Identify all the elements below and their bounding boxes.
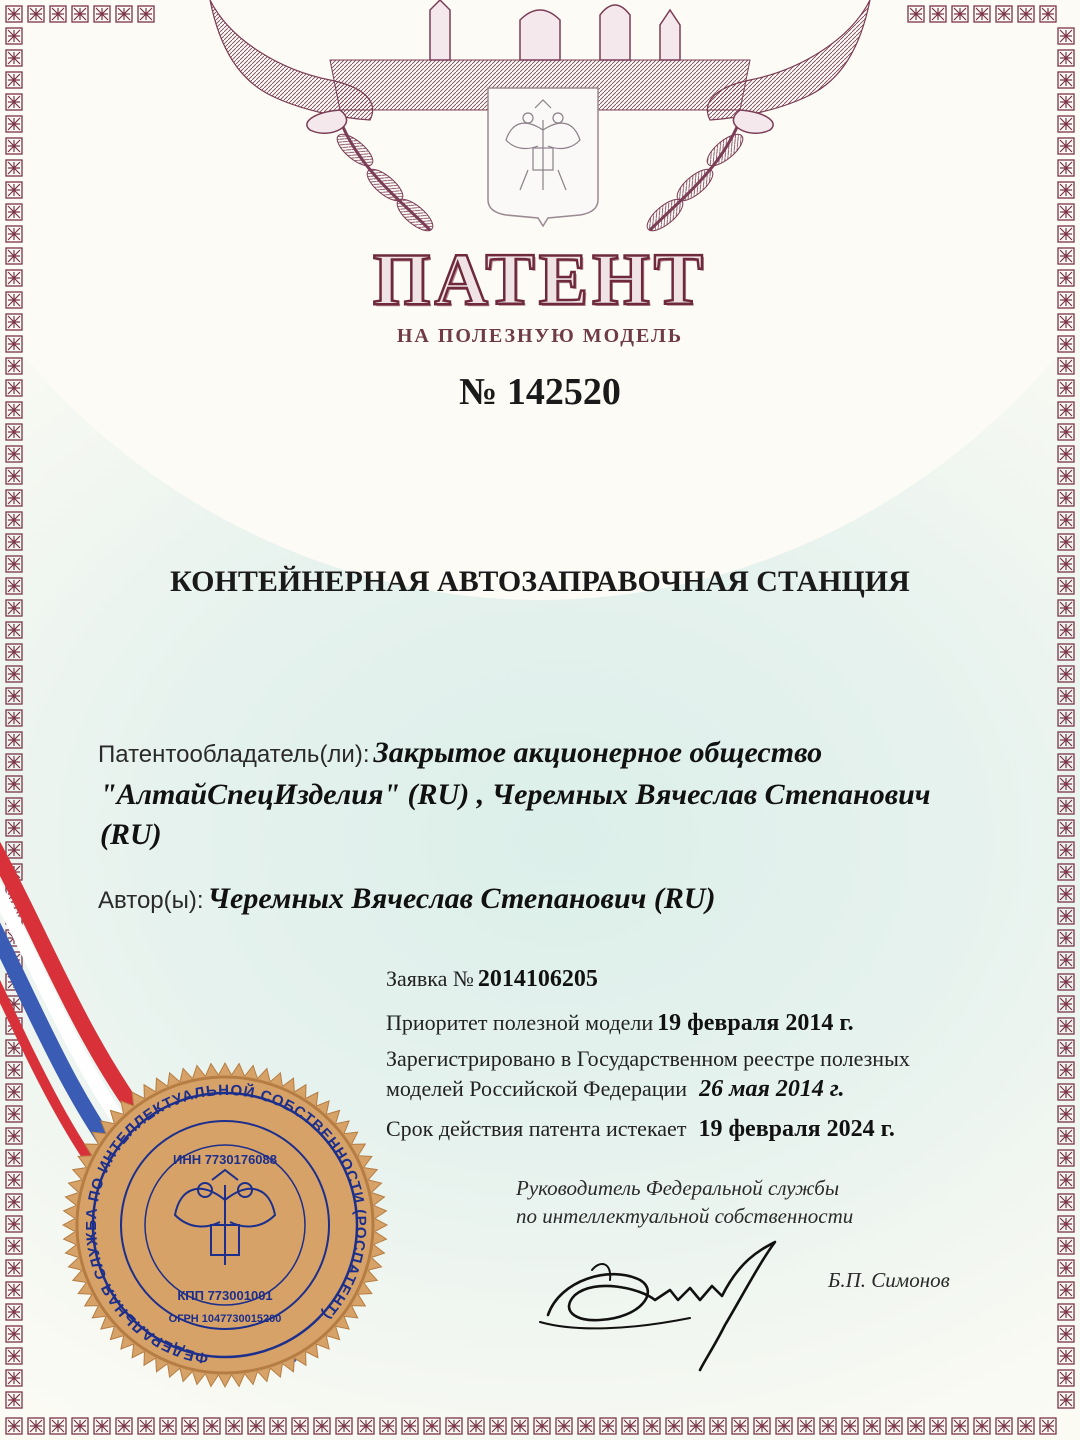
signatory-position-2: по интеллектуальной собственности xyxy=(516,1204,854,1228)
holders-line-3: (RU) xyxy=(100,818,162,851)
document-title: ПАТЕНТ xyxy=(372,239,708,321)
document-subtitle: НА ПОЛЕЗНУЮ МОДЕЛЬ xyxy=(396,325,684,347)
application-label: Заявка № xyxy=(386,966,474,991)
signatory-position-1: Руководитель Федеральной службы xyxy=(516,1176,840,1200)
registered-line-2: моделей Российской Федерации xyxy=(386,1076,688,1101)
priority-date: 19 февраля 2014 г. xyxy=(657,1010,854,1036)
expiry-date: 19 февраля 2024 г. xyxy=(698,1116,895,1142)
holders-line-1: Закрытое акционерное общество xyxy=(373,736,823,769)
registered-date: 26 мая 2014 г. xyxy=(699,1076,845,1102)
authors-value: Черемных Вячеслав Степанович (RU) xyxy=(207,882,716,915)
seal-kpp: КПП 773001001 xyxy=(177,1288,273,1303)
application-number: 2014106205 xyxy=(477,966,598,992)
seal-ring-text: ФЕДЕРАЛЬНАЯ СЛУЖБА ПО ИНТЕЛЛЕКТУАЛЬНОЙ СОБСТВЕННОСТИ (РОСПАТЕНТ) xyxy=(82,1081,370,1367)
seal-ogrn: ОГРН 1047730015200 xyxy=(168,1313,282,1325)
expiry-label: Срок действия патента истекает xyxy=(386,1116,687,1141)
priority-label: Приоритет полезной модели xyxy=(386,1010,654,1035)
holders-label: Патентообладатель(ли): xyxy=(98,741,370,768)
patent-number: № 142520 xyxy=(459,371,621,413)
seal-inn: ИНН 7730176088 xyxy=(172,1152,278,1167)
registered-line-1: Зарегистрировано в Государственном реестре полезных xyxy=(386,1046,910,1071)
invention-title: КОНТЕЙНЕРНАЯ АВТОЗАПРАВОЧНАЯ СТАНЦИЯ xyxy=(170,565,910,598)
signatory-name: Б.П. Симонов xyxy=(828,1268,950,1292)
authors-label: Автор(ы): xyxy=(98,887,204,914)
holders-line-2: "АлтайСпецИзделия" (RU) , Черемных Вячеслав Степанович xyxy=(100,778,931,811)
